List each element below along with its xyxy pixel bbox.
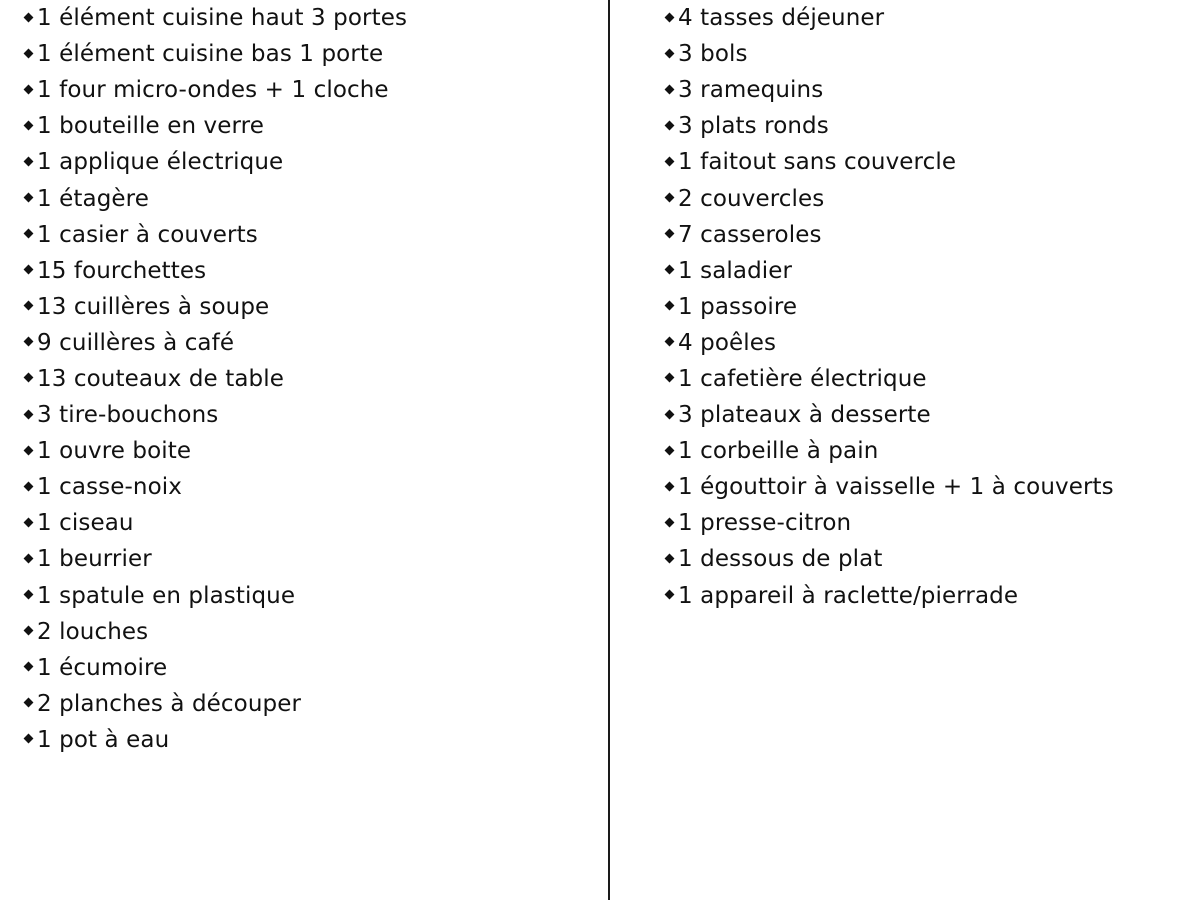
diamond-bullet-icon [24,626,34,636]
diamond-bullet-icon [24,120,34,130]
list-item [665,72,1185,108]
diamond-bullet-icon [665,554,675,564]
list-item [24,686,594,722]
item-label: 1 applique électrique [37,149,284,176]
item-label: 1 élément cuisine bas 1 porte [37,41,384,68]
diamond-bullet-icon [24,301,34,311]
diamond-bullet-icon [24,698,34,708]
diamond-bullet-icon [665,301,675,311]
item-label: 1 four micro-ondes + 1 cloche [37,77,389,104]
list-item [665,144,1185,180]
diamond-bullet-icon [665,156,675,166]
diamond-bullet-icon [665,337,675,347]
diamond-bullet-icon [24,337,34,347]
list-item [24,289,594,325]
inventory-list-left [24,0,594,758]
list-item [24,614,594,650]
list-item [665,361,1185,397]
list-item [665,253,1185,289]
diamond-bullet-icon [24,373,34,383]
list-item [665,433,1185,469]
diamond-bullet-icon [24,734,34,744]
list-item [24,361,594,397]
list-item [665,325,1185,361]
inventory-list-right [665,0,1185,614]
list-item [665,180,1185,216]
diamond-bullet-icon [665,590,675,600]
diamond-bullet-icon [24,590,34,600]
item-label: 1 pot à eau [37,726,170,753]
list-item [665,289,1185,325]
item-label: 1 ouvre boite [37,438,192,465]
list-item [24,722,594,758]
item-label: 3 ramequins [678,77,824,104]
list-item [665,469,1185,505]
item-label: 1 casse-noix [37,474,182,501]
diamond-bullet-icon [24,662,34,672]
list-item [24,433,594,469]
diamond-bullet-icon [24,409,34,419]
diamond-bullet-icon [24,481,34,491]
list-item [24,505,594,541]
list-item [24,72,594,108]
diamond-bullet-icon [665,229,675,239]
item-label: 4 poêles [678,329,777,356]
item-label: 1 dessous de plat [678,546,883,573]
item-label: 1 corbeille à pain [678,438,879,465]
diamond-bullet-icon [665,445,675,455]
list-item [24,325,594,361]
item-label: 7 casseroles [678,221,822,248]
item-label: 3 plats ronds [678,113,829,140]
diamond-bullet-icon [665,84,675,94]
item-label: 1 égouttoir à vaisselle + 1 à couverts [678,474,1114,501]
diamond-bullet-icon [24,554,34,564]
item-label: 13 cuillères à soupe [37,293,270,320]
item-label: 1 bouteille en verre [37,113,264,140]
diamond-bullet-icon [665,120,675,130]
item-label: 1 spatule en plastique [37,582,296,609]
diamond-bullet-icon [665,265,675,275]
item-label: 2 planches à découper [37,690,302,717]
diamond-bullet-icon [665,481,675,491]
diamond-bullet-icon [24,193,34,203]
item-label: 1 passoire [678,293,798,320]
item-label: 9 cuillères à café [37,329,235,356]
diamond-bullet-icon [665,12,675,22]
list-item [24,180,594,216]
diamond-bullet-icon [665,517,675,527]
diamond-bullet-icon [665,193,675,203]
list-item [24,36,594,72]
item-label: 2 louches [37,618,149,645]
list-item [665,108,1185,144]
item-label: 1 appareil à raclette/pierrade [678,582,1019,609]
item-label: 3 tire-bouchons [37,402,219,429]
list-item [665,505,1185,541]
diamond-bullet-icon [665,373,675,383]
item-label: 13 couteaux de table [37,365,284,392]
diamond-bullet-icon [24,229,34,239]
list-item [24,650,594,686]
list-item [665,541,1185,577]
list-item [665,0,1185,36]
diamond-bullet-icon [24,156,34,166]
diamond-bullet-icon [665,48,675,58]
item-label: 3 bols [678,41,748,68]
item-label: 1 beurrier [37,546,152,573]
list-item [24,578,594,614]
list-item [665,36,1185,72]
diamond-bullet-icon [24,48,34,58]
item-label: 15 fourchettes [37,257,207,284]
diamond-bullet-icon [24,12,34,22]
item-label: 1 faitout sans couvercle [678,149,957,176]
diamond-bullet-icon [24,265,34,275]
list-item [24,541,594,577]
item-label: 1 écumoire [37,654,168,681]
list-item [24,217,594,253]
item-label: 1 élément cuisine haut 3 portes [37,5,408,32]
item-label: 1 casier à couverts [37,221,258,248]
list-item [665,217,1185,253]
diamond-bullet-icon [24,517,34,527]
list-item [24,253,594,289]
list-item [665,397,1185,433]
item-label: 1 presse-citron [678,510,852,537]
item-label: 1 cafetière électrique [678,365,927,392]
list-item [24,144,594,180]
list-item [665,578,1185,614]
column-divider [608,0,610,900]
item-label: 2 couvercles [678,185,825,212]
item-label: 1 étagère [37,185,149,212]
item-label: 1 ciseau [37,510,134,537]
item-label: 1 saladier [678,257,793,284]
diamond-bullet-icon [665,409,675,419]
list-item [24,0,594,36]
diamond-bullet-icon [24,84,34,94]
list-item [24,469,594,505]
list-item [24,397,594,433]
item-label: 4 tasses déjeuner [678,5,885,32]
item-label: 3 plateaux à desserte [678,402,931,429]
list-item [24,108,594,144]
diamond-bullet-icon [24,445,34,455]
